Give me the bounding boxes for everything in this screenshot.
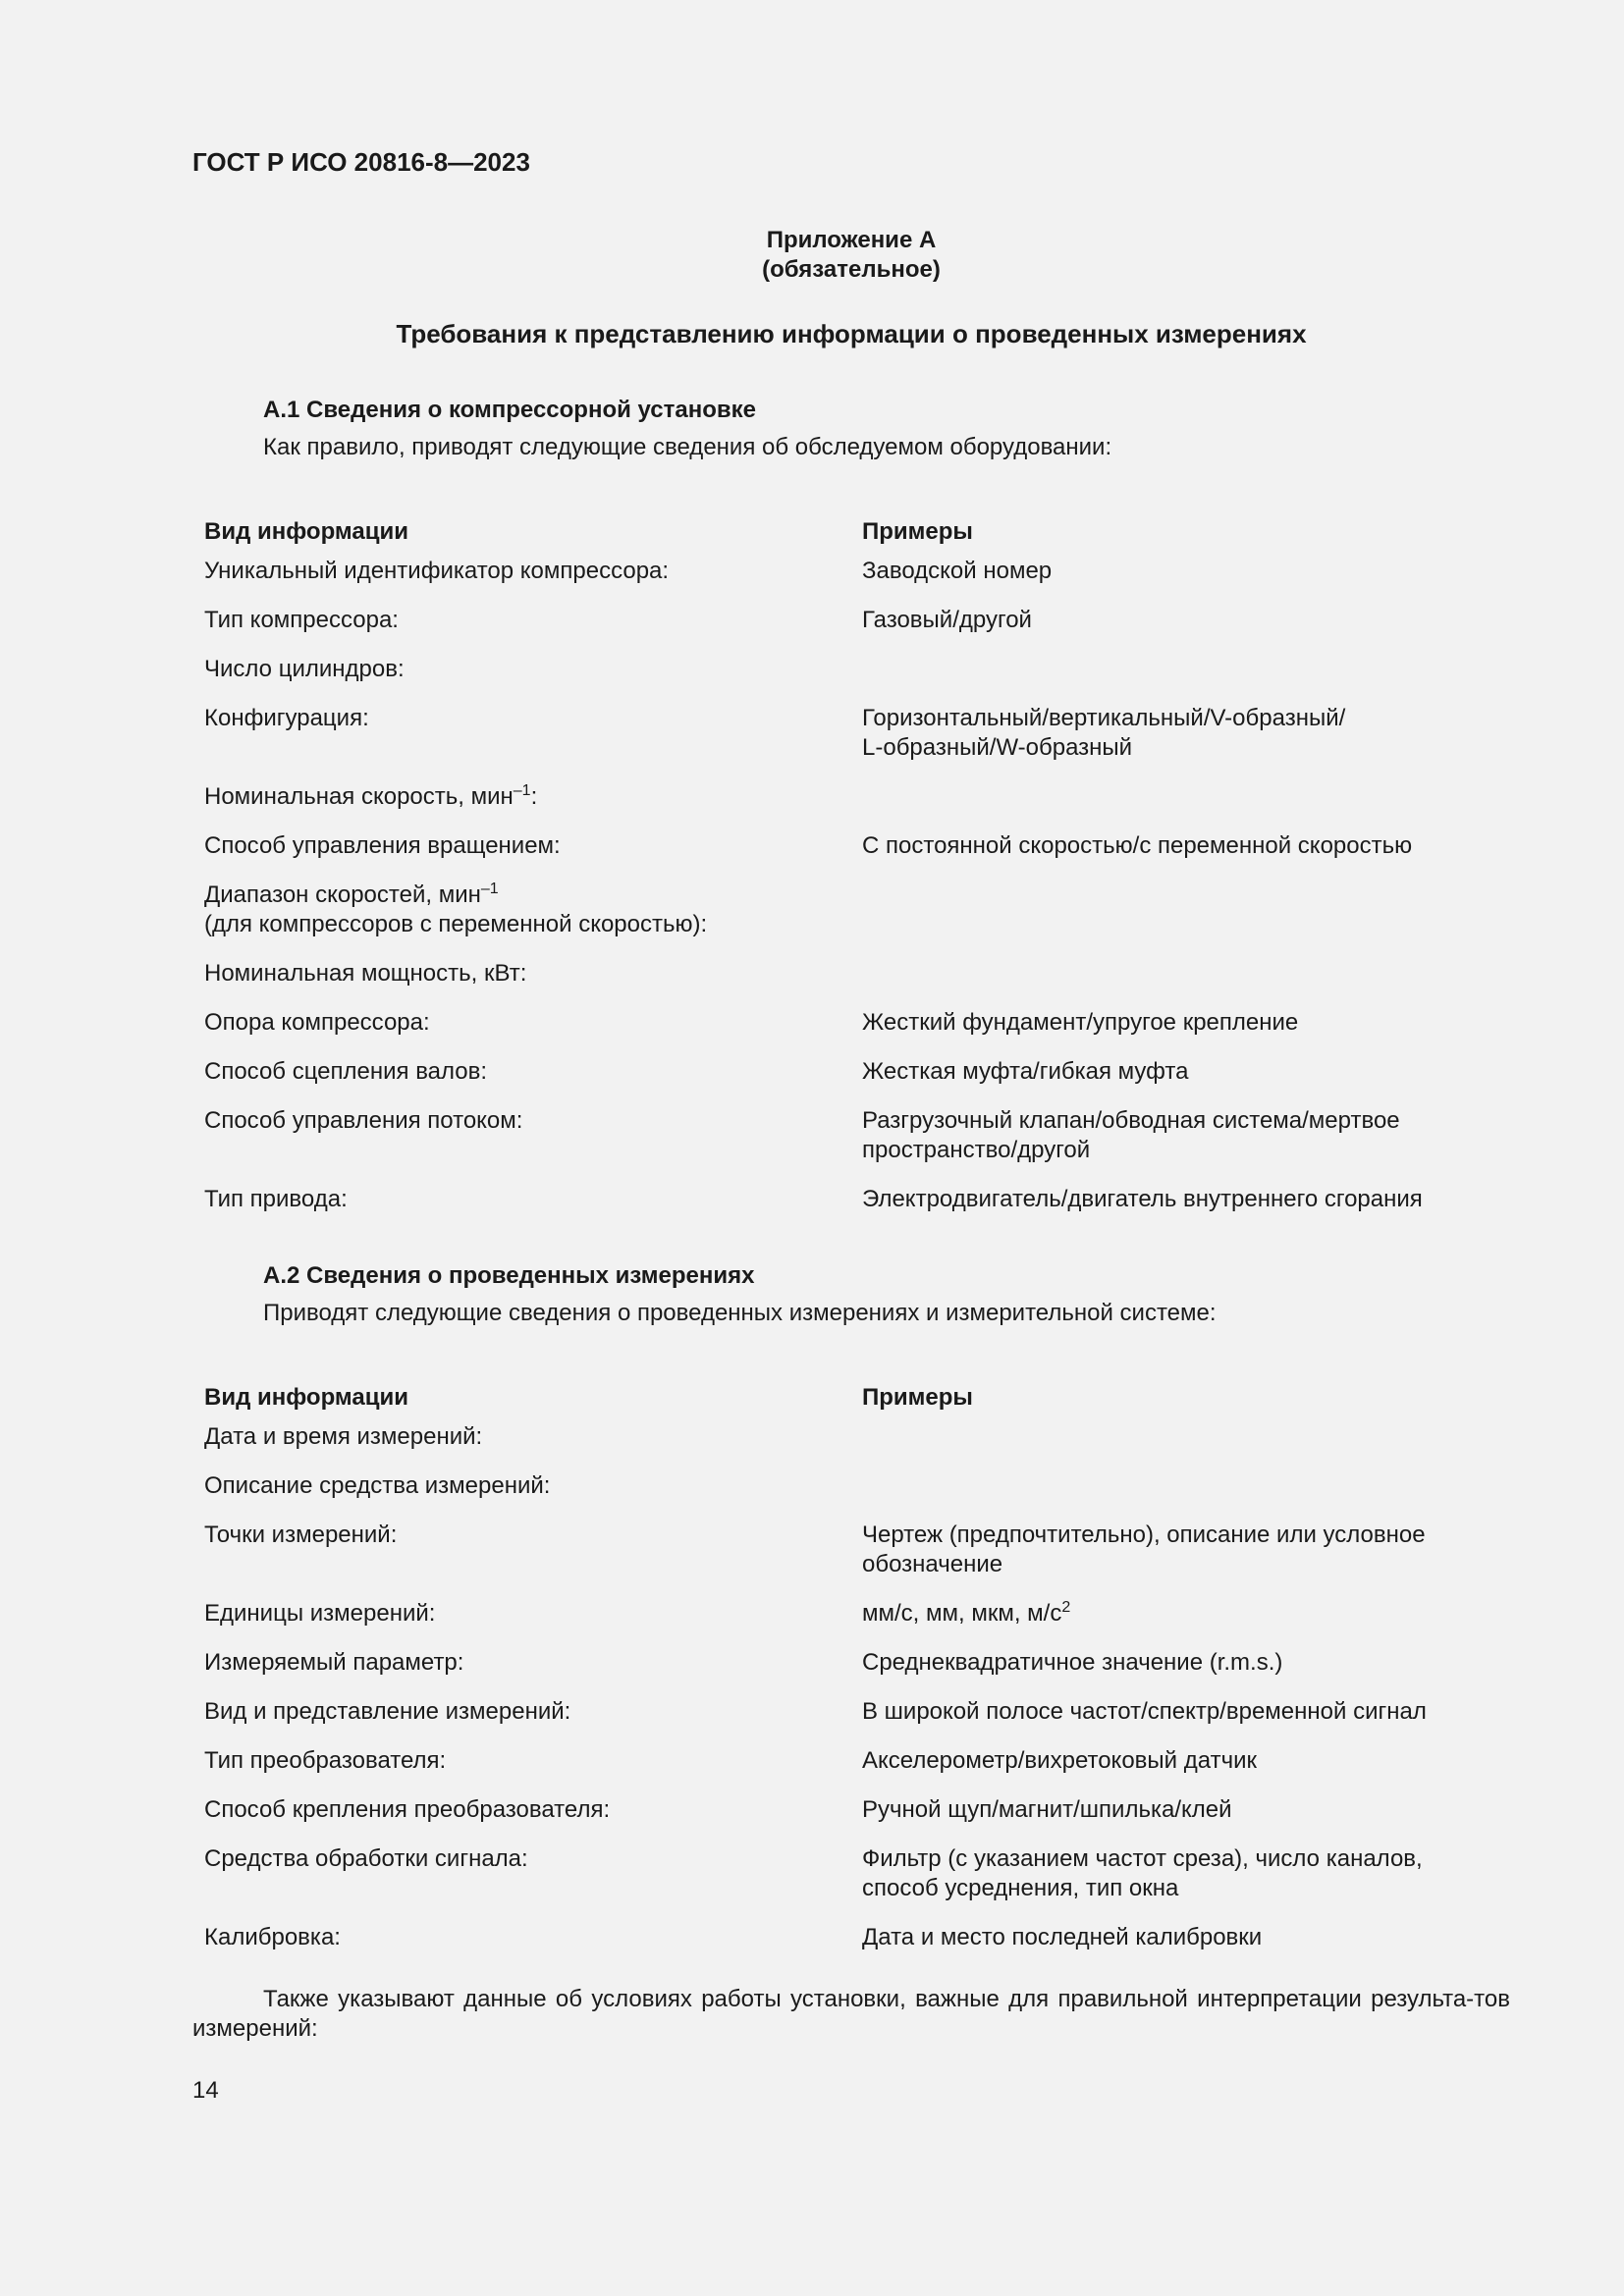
column-header-examples: Примеры	[862, 518, 973, 545]
example-cell: Ручной щуп/магнит/шпилька/клей	[862, 1796, 1232, 1823]
table-row	[204, 1422, 1530, 1471]
table-row	[204, 1008, 1530, 1057]
example-line: Чертеж (предпочтительно), описание или условное	[862, 1522, 1426, 1548]
info-cell: Описание средства измерений:	[204, 1472, 551, 1499]
table-header-row	[204, 1373, 1530, 1422]
info-cell: Номинальная мощность, кВт:	[204, 960, 527, 987]
example-line: способ усреднения, тип окна	[862, 1875, 1179, 1901]
info-cell: Точки измерений:	[204, 1522, 398, 1548]
info-cell: Тип привода:	[204, 1186, 348, 1212]
example-cell: Дата и место последней калибровки	[862, 1924, 1263, 1950]
info-cell: Способ крепления преобразователя:	[204, 1796, 611, 1823]
exponent: –1	[513, 782, 531, 799]
exponent: –1	[480, 881, 499, 897]
table-header-row	[204, 507, 1530, 557]
column-header-info: Вид информации	[204, 1384, 408, 1411]
section1-table	[204, 507, 1530, 1234]
info-cell: Вид и представление измерений:	[204, 1698, 571, 1725]
info-cell	[204, 782, 862, 831]
info-cell: Дата и время измерений:	[204, 1423, 483, 1450]
table-row	[204, 1599, 1530, 1648]
example-cell: Среднеквадратичное значение (r.m.s.)	[862, 1649, 1283, 1676]
example-line: обозначение	[862, 1551, 1003, 1577]
info-line: (для компрессоров с переменной скоростью):	[204, 911, 708, 937]
info-cell: Уникальный идентификатор компрессора:	[204, 558, 670, 584]
table-row	[204, 1746, 1530, 1795]
example-cell	[862, 1844, 1530, 1923]
info-cell: Число цилиндров:	[204, 656, 405, 682]
table-row	[204, 1648, 1530, 1697]
table-row	[204, 1471, 1530, 1521]
info-cell: Средства обработки сигнала:	[204, 1845, 528, 1872]
info-cell: Измеряемый параметр:	[204, 1649, 464, 1676]
example-line: Горизонтальный/вертикальный/V-образный/	[862, 705, 1346, 731]
section1-title: А.1 Сведения о компрессорной установке	[263, 397, 757, 423]
example-cell	[862, 1422, 1530, 1471]
info-cell: Тип компрессора:	[204, 607, 399, 633]
table-row	[204, 704, 1530, 782]
example-cell: Электродвигатель/двигатель внутреннего сгорания	[862, 1186, 1423, 1212]
example-cell: Заводской номер	[862, 558, 1053, 584]
info-line	[204, 881, 862, 910]
table-row	[204, 606, 1530, 655]
example-cell	[862, 782, 1530, 831]
example-cell: Жесткая муфта/гибкая муфта	[862, 1058, 1189, 1085]
page-number: 14	[192, 2077, 219, 2104]
appendix-status: (обязательное)	[762, 256, 941, 283]
info-cell	[204, 881, 862, 959]
example-cell: Жесткий фундамент/упругое крепление	[862, 1009, 1299, 1036]
example-cell	[862, 881, 1530, 959]
info-cell: Единицы измерений:	[204, 1600, 436, 1627]
info-cell: Конфигурация:	[204, 705, 369, 731]
requirements-title: Требования к представлению информации о проведенных измерениях	[396, 319, 1307, 348]
info-text: Номинальная скорость, мин	[204, 783, 514, 810]
table-row	[204, 557, 1530, 606]
section2-title: А.2 Сведения о проведенных измерениях	[263, 1262, 755, 1289]
table-row	[204, 959, 1530, 1008]
info-cell: Калибровка:	[204, 1924, 341, 1950]
example-cell: В широкой полосе частот/спектр/временной сигнал	[862, 1698, 1427, 1725]
example-cell: Газовый/другой	[862, 607, 1032, 633]
example-cell: Акселерометр/вихретоковый датчик	[862, 1747, 1257, 1774]
table-row	[204, 1185, 1530, 1234]
example-cell	[862, 655, 1530, 704]
section2-table	[204, 1373, 1530, 1972]
info-cell: Опора компрессора:	[204, 1009, 430, 1036]
info-cell: Способ управления потоком:	[204, 1107, 523, 1134]
example-cell	[862, 959, 1530, 1008]
exponent: 2	[1061, 1599, 1071, 1616]
section1-intro: Как правило, приводят следующие сведения об обследуемом оборудовании:	[263, 434, 1112, 460]
table-row	[204, 1697, 1530, 1746]
table-row	[204, 1106, 1530, 1185]
info-text: :	[530, 783, 538, 810]
table-row	[204, 1844, 1530, 1923]
table-row	[204, 1795, 1530, 1844]
table-row	[204, 1521, 1530, 1599]
table-row	[204, 782, 1530, 831]
example-cell	[862, 1599, 1530, 1648]
table-row	[204, 1923, 1530, 1972]
column-header-examples: Примеры	[862, 1384, 973, 1411]
example-line: пространство/другой	[862, 1137, 1091, 1163]
example-cell	[862, 1471, 1530, 1521]
closing-paragraph: Также указывают данные об условиях работы установки, важные для правильной интерпретации результа-тов измерений:	[192, 1986, 1510, 2042]
table-row	[204, 1057, 1530, 1106]
example-line: Разгрузочный клапан/обводная система/мертвое	[862, 1107, 1400, 1134]
example-cell	[862, 1521, 1530, 1599]
section2-intro: Приводят следующие сведения о проведенных измерениях и измерительной системе:	[263, 1300, 1217, 1326]
example-cell	[862, 1106, 1530, 1185]
example-cell: С постоянной скоростью/с переменной скоростью	[862, 832, 1413, 859]
example-cell	[862, 704, 1530, 782]
appendix-title: Приложение А	[766, 227, 937, 253]
info-cell: Тип преобразователя:	[204, 1747, 447, 1774]
info-cell: Способ сцепления валов:	[204, 1058, 488, 1085]
table-row	[204, 655, 1530, 704]
example-line: Фильтр (с указанием частот среза), число каналов,	[862, 1845, 1423, 1872]
table-row	[204, 831, 1530, 881]
info-text: Диапазон скоростей, мин	[204, 881, 481, 908]
table-row	[204, 881, 1530, 959]
document-id: ГОСТ Р ИСО 20816-8—2023	[192, 147, 530, 177]
example-text: мм/с, мм, мкм, м/с	[862, 1600, 1062, 1627]
info-cell: Способ управления вращением:	[204, 832, 561, 859]
appendix-heading	[0, 226, 1624, 285]
column-header-info: Вид информации	[204, 518, 408, 545]
example-line: L-образный/W-образный	[862, 734, 1133, 761]
